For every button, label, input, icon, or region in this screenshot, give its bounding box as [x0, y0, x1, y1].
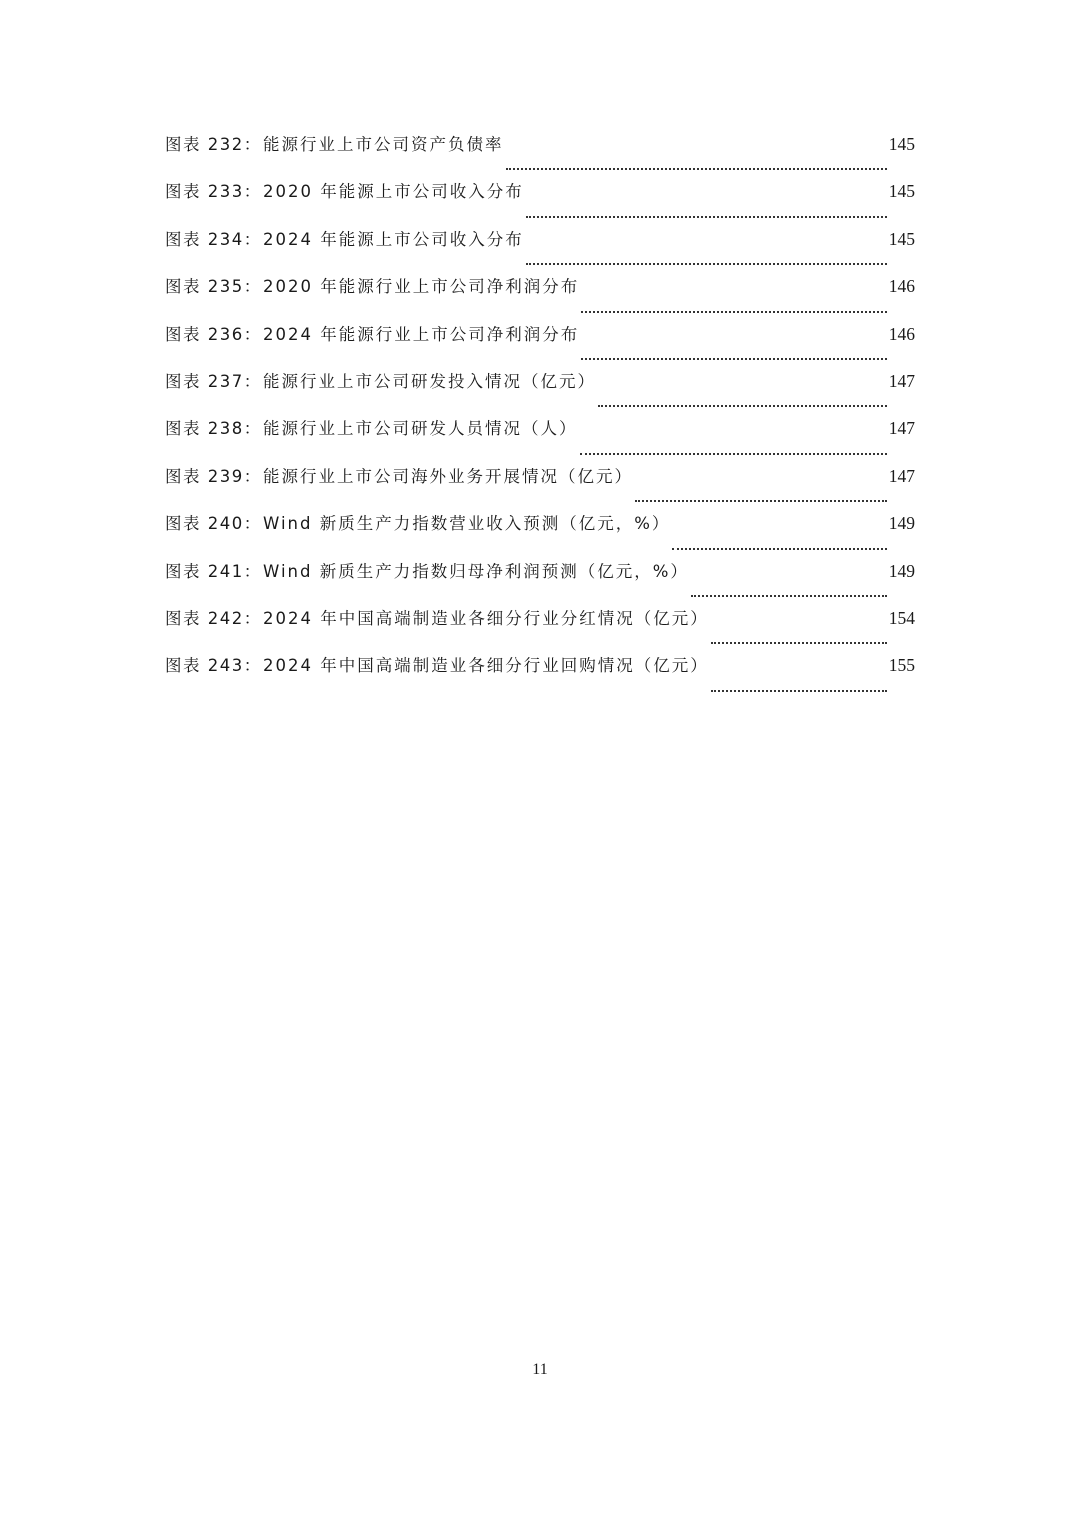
- entry-title: 2024 年能源行业上市公司净利润分布: [263, 324, 580, 344]
- entry-page-number: 149: [888, 560, 915, 581]
- entry-page-number: 145: [888, 134, 915, 154]
- toc-entry[interactable]: [165, 510, 915, 557]
- entry-label: 图表 242：: [165, 608, 262, 628]
- toc-entry[interactable]: [165, 605, 915, 652]
- entry-title: 能源行业上市公司资产负债率: [263, 135, 504, 154]
- entry-title: 2024 年能源上市公司收入分布: [263, 229, 524, 249]
- entry-page-number: 154: [888, 607, 915, 628]
- toc-entry[interactable]: [165, 463, 915, 510]
- toc-entry[interactable]: [165, 558, 915, 605]
- entry-title: 2024 年中国高端制造业各细分行业分红情况（亿元）: [263, 608, 709, 628]
- entry-label: 图表 243：: [165, 656, 262, 676]
- toc-entry[interactable]: [165, 321, 915, 368]
- dot-leader: [672, 548, 886, 550]
- dot-leader: [580, 453, 887, 455]
- page-number: 11: [532, 1361, 548, 1378]
- dot-leader: [581, 311, 887, 313]
- entry-label: 图表 233：: [165, 182, 262, 202]
- entry-page-number: 147: [888, 418, 915, 439]
- dot-leader: [598, 405, 887, 407]
- toc-entry[interactable]: [165, 131, 915, 178]
- toc-entry[interactable]: [165, 368, 915, 415]
- entry-page-number: 146: [888, 323, 915, 344]
- entry-label: 图表 232：: [165, 135, 262, 154]
- dot-leader: [635, 500, 887, 502]
- entry-title: 能源行业上市公司研发投入情况（亿元）: [263, 371, 596, 391]
- entry-label: 图表 241：: [165, 561, 262, 581]
- entry-page-number: 147: [888, 465, 915, 486]
- dot-leader: [526, 263, 887, 265]
- entry-label: 图表 236：: [165, 324, 262, 344]
- entry-page-number: 145: [888, 228, 915, 249]
- entry-page-number: 147: [888, 370, 915, 391]
- dot-leader: [526, 216, 887, 218]
- table-of-figures: [165, 131, 915, 700]
- entry-title: Wind 新质生产力指数营业收入预测（亿元，%）: [263, 514, 671, 534]
- entry-title: 2020 年能源行业上市公司净利润分布: [263, 277, 580, 297]
- entry-page-number: 146: [888, 276, 915, 297]
- dot-leader: [506, 168, 887, 170]
- entry-title: 能源行业上市公司海外业务开展情况（亿元）: [263, 466, 633, 486]
- entry-label: 图表 240：: [165, 514, 262, 534]
- dot-leader: [711, 690, 887, 692]
- entry-title: 2024 年中国高端制造业各细分行业回购情况（亿元）: [263, 656, 709, 676]
- entry-title: 能源行业上市公司研发人员情况（人）: [263, 419, 578, 439]
- toc-entry[interactable]: [165, 652, 915, 699]
- dot-leader: [691, 595, 887, 597]
- entry-page-number: 145: [888, 181, 915, 202]
- entry-label: 图表 239：: [165, 466, 262, 486]
- entry-page-number: 155: [888, 655, 915, 676]
- entry-label: 图表 235：: [165, 277, 262, 297]
- entry-label: 图表 237：: [165, 371, 262, 391]
- toc-entry[interactable]: [165, 415, 915, 462]
- entry-title: 2020 年能源上市公司收入分布: [263, 182, 524, 202]
- entry-page-number: 149: [888, 513, 915, 534]
- dot-leader: [711, 642, 887, 644]
- entry-title: Wind 新质生产力指数归母净利润预测（亿元，%）: [263, 561, 689, 581]
- entry-label: 图表 234：: [165, 229, 262, 249]
- dot-leader: [581, 358, 887, 360]
- toc-entry[interactable]: [165, 273, 915, 320]
- toc-entry[interactable]: [165, 226, 915, 273]
- entry-label: 图表 238：: [165, 419, 262, 439]
- toc-entry[interactable]: [165, 178, 915, 225]
